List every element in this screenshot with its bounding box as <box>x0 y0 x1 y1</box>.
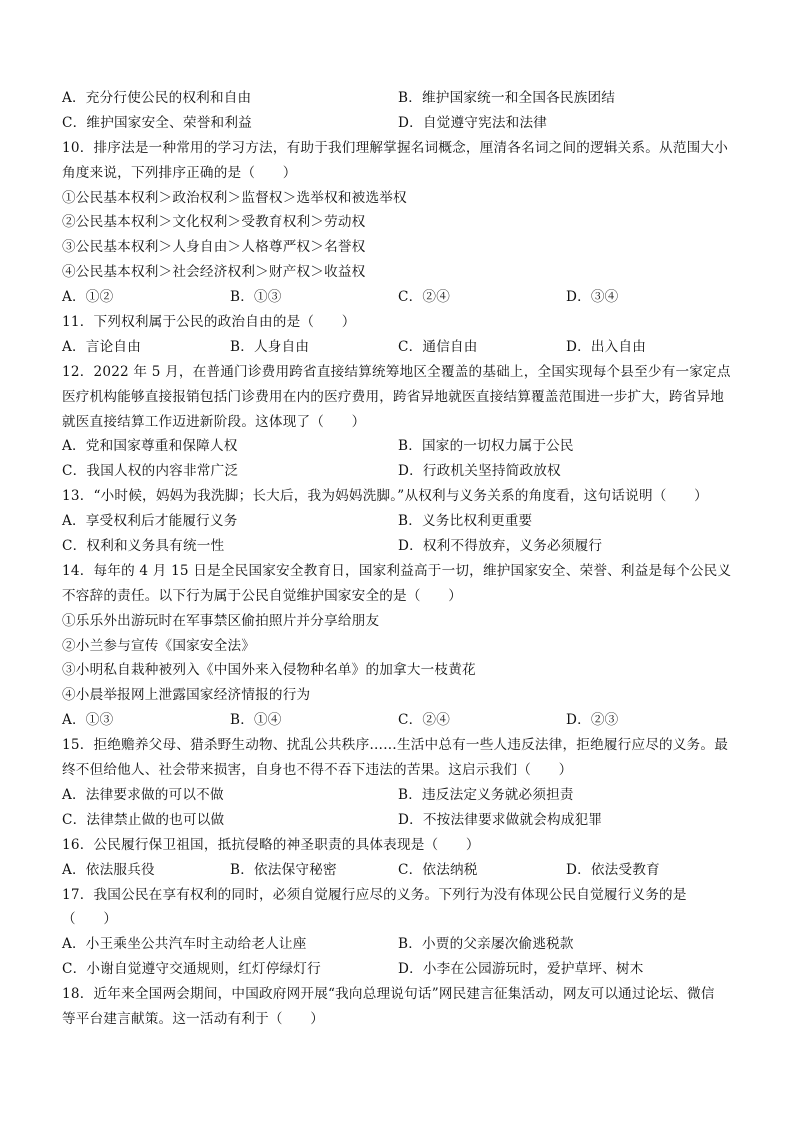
q15-stem-line2: 终不但给他人、社会带来损害，自身也不得不吞下违法的苦果。这启示我们（ ） <box>62 762 573 779</box>
q13-option-c: C．权利和义务具有统一性 <box>62 538 225 555</box>
q13-option-b: B．义务比权利更重要 <box>398 513 533 530</box>
q17-option-b: B．小贾的父亲屡次偷逃税款 <box>398 936 574 953</box>
q10-item-3: ③公民基本权利＞人身自由＞人格尊严权＞名誉权 <box>62 239 366 256</box>
q14-item-3: ③小明私自栽种被列入《中国外来入侵物种名单》的加拿大一枝黄花 <box>62 662 476 679</box>
q14-item-1: ①乐乐外出游玩时在军事禁区偷拍照片并分享给朋友 <box>62 612 380 629</box>
q9-option-a: A．充分行使公民的权利和自由 <box>62 90 252 106</box>
q15-stem-line1: 15．拒绝赡养父母、猎杀野生动物、扰乱公共秩序……生活中总有一些人违反法律，拒绝履行应尽的义务。最 <box>62 737 729 754</box>
q12-option-c: C．我国人权的内容非常广泛 <box>62 463 239 480</box>
q12-option-a: A．党和国家尊重和保障人权 <box>62 438 238 455</box>
q11-option-a: A．言论自由 <box>62 338 141 355</box>
q14-item-2: ②小兰参与宣传《国家安全法》 <box>62 637 256 654</box>
q18-stem-line2: 等平台建言献策。这一活动有利于（ ） <box>62 1010 325 1027</box>
q16-option-b: B．依法保守秘密 <box>230 861 337 878</box>
q17-options-row1 <box>62 932 734 957</box>
q15-option-b: B．违反法定义务就必须担责 <box>398 786 574 803</box>
q12-options-row2 <box>62 459 734 484</box>
q17-option-c: C．小谢自觉遵守交通规则，红灯停绿灯行 <box>62 961 321 978</box>
q18-stem-line1: 18．近年来全国两会期间，中国政府网开展“我向总理说句话”网民建言征集活动，网友可以通过论坛、微信 <box>62 986 715 1003</box>
q17-option-d: D．小李在公园游玩时，爱护草坪、树木 <box>398 961 644 978</box>
q12-option-d: D．行政机关坚持简政放权 <box>398 463 561 480</box>
q12-stem-line3: 就医直接结算工作迈进新阶段。这体现了（ ） <box>62 413 366 430</box>
q10-option-a: A．①② <box>62 289 114 306</box>
q14-stem-line1: 14．每年的 4 月 15 日是全民国家安全教育日，国家利益高于一切，维护国家安全、荣誉、利益是每个公民义 <box>62 562 732 579</box>
q15-option-a: A．法律要求做的可以不做 <box>62 786 224 803</box>
q12-stem-line2: 医疗机构能够直接报销包括门诊费用在内的医疗费用，跨省异地就医直接结算覆盖范围进一步扩大，跨省异地 <box>62 388 725 405</box>
q17-options-row2 <box>62 957 734 982</box>
q10-option-c: C．②④ <box>398 289 450 306</box>
q11-stem: 11．下列权利属于公民的政治自由的是（ ） <box>62 314 356 331</box>
q12-option-b: B．国家的一切权力属于公民 <box>398 438 574 455</box>
q15-options-row1 <box>62 783 734 808</box>
q13-option-a: A．享受权利后才能履行义务 <box>62 513 238 530</box>
q13-option-d: D．权利不得放弃，义务必须履行 <box>398 538 603 555</box>
q14-option-c: C．②④ <box>398 712 450 729</box>
q12-stem-line1: 12．2022 年 5 月，在普通门诊费用跨省直接结算统筹地区全覆盖的基础上，全国实现每个县至少有一家定点 <box>62 363 731 380</box>
q9-options-row1 <box>62 86 734 111</box>
q14-stem-line2: 不容辞的责任。以下行为属于公民自觉维护国家安全的是（ ） <box>62 587 463 604</box>
q10-options <box>62 285 734 310</box>
q10-item-4: ④公民基本权利＞社会经济权利＞财产权＞收益权 <box>62 264 366 281</box>
q16-option-a: A．依法服兵役 <box>62 861 155 878</box>
q14-option-b: B．①④ <box>230 712 282 729</box>
q14-item-4: ④小晨举报网上泄露国家经济情报的行为 <box>62 687 311 704</box>
q11-option-b: B．人身自由 <box>230 338 310 355</box>
q9-option-c: C．维护国家安全、荣誉和利益 <box>62 114 252 131</box>
q13-options-row2 <box>62 534 734 559</box>
q10-stem-line2: 角度来说，下列排序正确的是（ ） <box>62 164 297 181</box>
q15-options-row2 <box>62 808 734 833</box>
q16-option-c: C．依法纳税 <box>398 861 478 878</box>
q16-options <box>62 858 734 883</box>
exam-page <box>62 86 734 1032</box>
q14-option-d: D．②③ <box>566 712 619 729</box>
q9-option-b: B．维护国家统一和全国各民族团结 <box>398 90 616 106</box>
q16-option-d: D．依法受教育 <box>566 861 660 878</box>
q13-stem: 13．“小时候，妈妈为我洗脚；长大后，我为妈妈洗脚。”从权利与义务关系的角度看，这句话说明（ ） <box>62 488 708 505</box>
q17-stem-line1: 17．我国公民在享有权利的同时，必须自觉履行应尽的义务。下列行为没有体现公民自觉履行义务的是 <box>62 886 687 903</box>
q14-options <box>62 708 734 733</box>
q15-option-d: D．不按法律要求做就会构成犯罪 <box>398 811 603 828</box>
q17-stem-line2: （ ） <box>62 911 118 928</box>
q10-stem-line1: 10．排序法是一种常用的学习方法，有助于我们理解掌握名词概念，厘清各名词之间的逻辑关系。从范围大小 <box>62 139 728 156</box>
q11-option-c: C．通信自由 <box>398 338 478 355</box>
q14-option-a: A．①③ <box>62 712 114 729</box>
q10-item-1: ①公民基本权利＞政治权利＞监督权＞选举权和被选举权 <box>62 189 407 206</box>
q9-options-row2 <box>62 111 734 136</box>
q10-option-b: B．①③ <box>230 289 282 306</box>
q10-item-2: ②公民基本权利＞文化权利＞受教育权利＞劳动权 <box>62 214 366 231</box>
q9-option-d: D．自觉遵守宪法和法律 <box>398 114 548 131</box>
q17-option-a: A．小王乘坐公共汽车时主动给老人让座 <box>62 936 307 953</box>
q15-option-c: C．法律禁止做的也可以做 <box>62 811 225 828</box>
q11-options <box>62 335 734 360</box>
q13-options-row1 <box>62 509 734 534</box>
q10-option-d: D．③④ <box>566 289 619 306</box>
q12-options-row1 <box>62 434 734 459</box>
q16-stem: 16．公民履行保卫祖国，抵抗侵略的神圣职责的具体表现是（ ） <box>62 836 480 853</box>
q11-option-d: D．出入自由 <box>566 338 647 355</box>
